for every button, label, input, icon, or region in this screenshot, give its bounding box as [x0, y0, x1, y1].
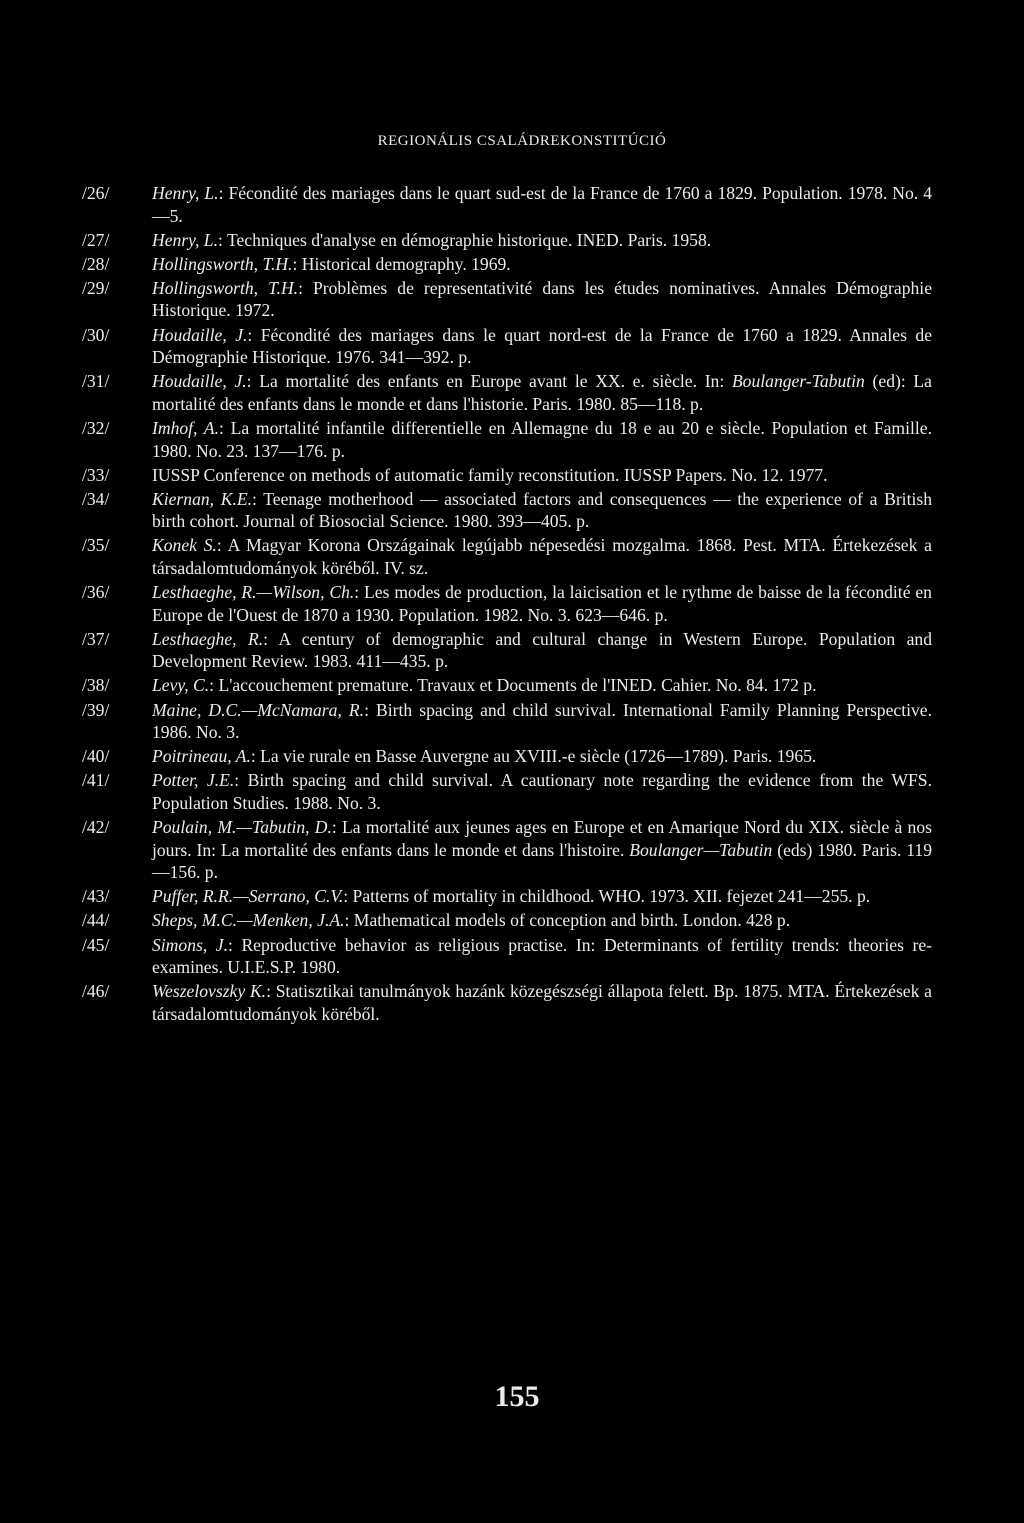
reference-author: Henry, L. [152, 183, 219, 203]
reference-text: : La mortalité infantile differentielle en Allemagne du 18 e au 20 e siècle. Population et Famille. 1980. No. 23. 137—176. p. [152, 417, 932, 461]
reference-text: : Statisztikai tanulmányok hazánk közegészségi állapota felett. Bp. 1875. MTA. Értekezések a társadalomtudományok köréből. [152, 981, 932, 1024]
reference-author: Houdaille, J. [152, 324, 248, 345]
reference-number: /34/ [82, 488, 110, 509]
reference-author: Houdaille, J. [152, 371, 247, 392]
reference-number: /46/ [82, 981, 110, 1002]
reference-entry [82, 769, 932, 814]
reference-text: : Patterns of mortality in childhood. WHO. 1973. XII. fejezet 241—255. p. [343, 886, 871, 907]
reference-author: Poitrineau, A. [152, 746, 251, 767]
reference-entry [82, 980, 932, 1025]
reference-entry [82, 745, 932, 768]
reference-entry [82, 324, 932, 369]
reference-entry [82, 229, 932, 252]
reference-text: : A Magyar Korona Országainak legújabb népesedési mozgalma. 1868. Pest. MTA. Értekezések a társadalomtudományok köréből. IV. sz. [152, 535, 932, 578]
reference-author: Lesthaeghe, R.—Wilson, Ch. [152, 582, 355, 603]
reference-author: Puffer, R.R.—Serrano, C.V. [152, 886, 344, 907]
page-number: 155 [494, 1380, 540, 1413]
reference-entry [82, 277, 932, 322]
reference-author: Hollingsworth, T.H. [152, 253, 293, 274]
reference-text: : Fécondité des mariages dans le quart nord-est de la France de 1760 a 1829. Annales de Démographie Historique. 1976. 341—392. p. [152, 324, 933, 368]
reference-text: : Reproductive behavior as religious practise. In: Determinants of fertility trends: theories re-examines. U.I.E.S.P. 1980. [152, 934, 932, 978]
reference-text: : La vie rurale en Basse Auvergne au XVIII.-e siècle (1726—1789). Paris. 1965. [250, 746, 817, 767]
reference-entry [82, 885, 932, 908]
reference-author: Sheps, M.C.—Menken, J.A. [152, 910, 345, 931]
reference-author: Konek S. [152, 535, 217, 556]
reference-author: Imhof, A. [152, 417, 219, 438]
running-header: REGIONÁLIS CSALÁDREKONSTITÚCIÓ [377, 133, 667, 149]
reference-text: : Fécondité des mariages dans le quart sud-est de la France de 1760 a 1829. Population. 1978. No. 4—5. [152, 183, 932, 226]
reference-text: : A century of demographic and cultural change in Western Europe. Population and Development Review. 1983. 411—435. p. [152, 628, 932, 672]
reference-entry [82, 816, 932, 884]
reference-italic-text: Boulanger—Tabutin [629, 839, 773, 860]
reference-number: /39/ [82, 699, 110, 720]
reference-author: Lesthaeghe, R. [152, 628, 264, 649]
reference-number: /27/ [82, 229, 110, 250]
reference-author: Weszelovszky K. [152, 981, 267, 1002]
reference-author: Henry, L. [152, 229, 218, 250]
reference-number: /31/ [82, 371, 110, 392]
reference-author: Simons, J. [152, 934, 228, 955]
reference-text: : Teenage motherhood — associated factors and consequences — the experience of a British birth cohort. Journal of Biosocial Science. 1980. 393—405. p. [152, 488, 932, 532]
reference-author: Potter, J.E. [152, 770, 235, 791]
reference-entry [82, 581, 932, 626]
reference-number: /43/ [82, 886, 110, 907]
reference-text: : Problèmes de representativité dans les études nominatives. Annales Démographie Historique. 1972. [152, 277, 933, 321]
reference-author: Hollingsworth, T.H. [152, 277, 299, 298]
reference-number: /35/ [82, 535, 110, 556]
reference-number: /38/ [82, 675, 110, 696]
reference-number: /41/ [82, 770, 110, 791]
reference-entry [82, 674, 932, 697]
reference-list [82, 182, 932, 1027]
reference-author: Poulain, M.—Tabutin, D. [152, 817, 332, 838]
reference-italic-text: Boulanger-Tabutin [731, 371, 865, 392]
reference-number: /37/ [82, 628, 110, 649]
reference-entry [82, 370, 932, 415]
reference-text: : Les modes de production, la laicisation et le rythme de baisse de la fécondité en Europe de l'Ouest de 1870 a 1930. Population. 1982. No. 3. 623—646. p. [152, 582, 932, 625]
reference-entry [82, 628, 932, 673]
reference-text: : Techniques d'analyse en démographie historique. INED. Paris. 1958. [217, 229, 712, 250]
reference-number: /26/ [82, 183, 110, 203]
reference-number: /28/ [82, 253, 110, 274]
reference-entry [82, 488, 932, 533]
reference-entry [82, 182, 932, 227]
reference-number: /30/ [82, 324, 110, 345]
reference-author: Maine, D.C.—McNamara, R. [152, 699, 365, 720]
reference-entry [82, 934, 932, 979]
reference-author: Kiernan, K.E. [152, 488, 253, 509]
reference-entry [82, 417, 932, 462]
reference-entry [82, 253, 932, 276]
reference-number: /45/ [82, 934, 110, 955]
reference-text: : Birth spacing and child survival. International Family Planning Perspective. 1986. No. 3. [152, 699, 932, 743]
reference-number: /33/ [82, 464, 110, 485]
reference-text: : Mathematical models of conception and birth. London. 428 p. [344, 910, 791, 931]
reference-text: : Birth spacing and child survival. A cautionary note regarding the evidence from the WFS. Population Studies. 1988. No. 3. [152, 770, 932, 813]
reference-number: /29/ [82, 277, 110, 298]
reference-text-continued: (ed): La mortalité des enfants dans le monde et dans l'historie. Paris. 1980. 85—118. p. [152, 371, 932, 414]
reference-text: IUSSP Conference on methods of automatic family reconstitution. IUSSP Papers. No. 12. 1977. [152, 464, 828, 485]
reference-number: /44/ [82, 910, 110, 931]
reference-number: /36/ [82, 582, 110, 603]
reference-entry [82, 464, 932, 487]
reference-entry [82, 699, 932, 744]
reference-number: /40/ [82, 746, 110, 767]
reference-entry [82, 909, 932, 932]
reference-text: : Historical demography. 1969. [292, 253, 511, 274]
reference-text: : La mortalité des enfants en Europe avant le XX. e. siècle. In: [246, 371, 732, 392]
reference-number: /32/ [82, 417, 110, 438]
reference-number: /42/ [82, 817, 110, 838]
reference-author: Levy, C. [152, 675, 210, 696]
reference-text: : L'accouchement premature. Travaux et Documents de l'INED. Cahier. No. 84. 172 p. [209, 675, 817, 696]
reference-text: : La mortalité aux jeunes ages en Europe et en Amarique Nord du XIX. siècle à nos jours. In: La mortalité des enfants dans le monde et dans l'histoire. [152, 817, 932, 860]
reference-entry [82, 534, 932, 579]
reference-text-continued: (eds) 1980. Paris. 119—156. p. [152, 839, 932, 883]
